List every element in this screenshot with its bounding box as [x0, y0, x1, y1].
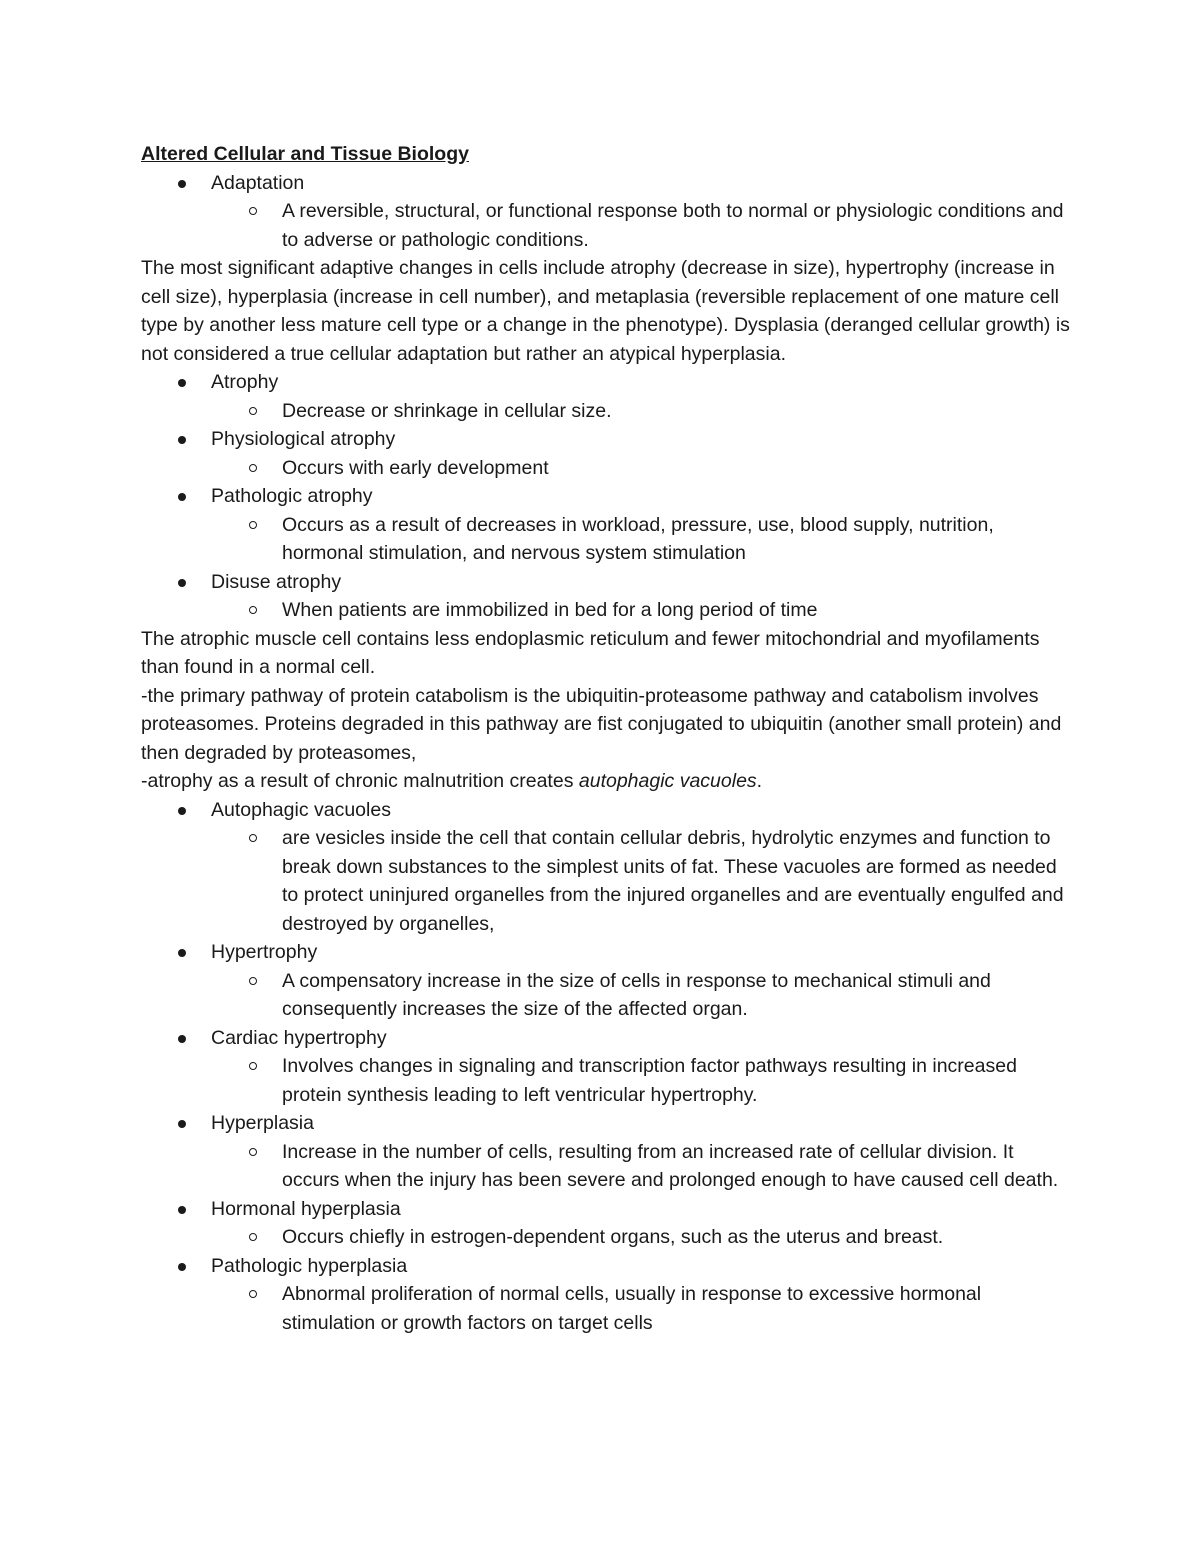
sub-bullet-item	[141, 197, 1071, 254]
bullet-item	[141, 482, 1071, 511]
bullet-text: Cardiac hypertrophy	[211, 1026, 387, 1049]
bullet-item	[141, 568, 1071, 597]
bullet-text: A reversible, structural, or functional response both to normal or physiologic conditions and to adverse or pathologic conditions.	[282, 200, 1064, 251]
paragraph: The atrophic muscle cell contains less endoplasmic reticulum and fewer mitochondrial and myofilaments than found in a normal cell.	[141, 627, 1040, 678]
paragraph-text-end: .	[756, 770, 763, 792]
filled-bullet-icon	[178, 807, 186, 815]
hollow-bullet-icon	[249, 834, 257, 842]
sub-bullet-item	[141, 397, 1071, 426]
bullet-text: Hypertrophy	[211, 941, 318, 963]
paragraph: The most significant adaptive changes in cells include atrophy (decrease in size), hypertrophy (increase in cell size), hyperplasia (increase in cell number), and metaplasia (reversible replacement of one mature cell type by another less mature cell type or a change in the phenotype). Dysplasia (deranged cellular growth) is not considered a true cellular adaptation but rather an atypical hyperplasia.	[141, 257, 1070, 365]
hollow-bullet-icon	[249, 1148, 257, 1156]
hollow-bullet-icon	[249, 977, 257, 985]
bullet-item	[141, 368, 1071, 397]
filled-bullet-icon	[178, 1035, 186, 1043]
paragraph	[141, 767, 1071, 796]
sub-bullet-item	[141, 1052, 1071, 1109]
bullet-item	[141, 169, 1071, 198]
bullet-item	[141, 938, 1071, 967]
filled-bullet-icon	[178, 436, 186, 444]
bullet-text: Autophagic vacuoles	[211, 798, 391, 821]
filled-bullet-icon	[178, 1263, 186, 1271]
hollow-bullet-icon	[249, 1062, 257, 1070]
paragraph-text: -atrophy as a result of chronic malnutrition creates	[141, 770, 579, 792]
sub-bullet-item	[141, 454, 1071, 483]
filled-bullet-icon	[178, 1206, 186, 1214]
bullet-text: Occurs chiefly in estrogen-dependent organs, such as the uterus and breast.	[282, 1226, 944, 1248]
filled-bullet-icon	[178, 493, 186, 501]
bullet-text: Increase in the number of cells, resulting from an increased rate of cellular division. It occurs when the injury has been severe and prolonged enough to have caused cell death.	[282, 1140, 1059, 1191]
sub-bullet-item	[141, 511, 1071, 568]
hollow-bullet-icon	[249, 606, 257, 614]
hollow-bullet-icon	[249, 1233, 257, 1241]
bullet-text: When patients are immobilized in bed for a long period of time	[282, 599, 818, 621]
hollow-bullet-icon	[249, 1290, 257, 1298]
bullet-item	[141, 1024, 1071, 1053]
document-body	[141, 169, 1071, 1338]
paragraph: -the primary pathway of protein catabolism is the ubiquitin-proteasome pathway and catabolism involves proteasomes. Proteins degraded in this pathway are fist conjugated to ubiquitin (another small protein) and then degraded by proteasomes,	[141, 684, 1062, 764]
bullet-item	[141, 1195, 1071, 1224]
sub-bullet-item	[141, 824, 1071, 938]
sub-bullet-item	[141, 1138, 1071, 1195]
bullet-text: Abnormal proliferation of normal cells, usually in response to excessive hormonal stimulation or growth factors on target cells	[282, 1283, 982, 1334]
bullet-item	[141, 796, 1071, 825]
filled-bullet-icon	[178, 379, 186, 387]
bullet-text: Adaptation	[211, 171, 305, 194]
bullet-text: Decrease or shrinkage in cellular size.	[282, 399, 612, 422]
hollow-bullet-icon	[249, 407, 257, 415]
bullet-text: Occurs with early development	[282, 456, 549, 479]
filled-bullet-icon	[178, 579, 186, 587]
bullet-text: are vesicles inside the cell that contain cellular debris, hydrolytic enzymes and function to break down substances to the simplest units of fat. These vacuoles are formed as needed to protect uninjured organelles from the injured organelles and are eventually engulfed and destroyed by organelles,	[282, 827, 1064, 935]
bullet-text: Atrophy	[211, 371, 279, 393]
hollow-bullet-icon	[249, 207, 257, 215]
sub-bullet-item	[141, 1223, 1071, 1252]
bullet-text: Hyperplasia	[211, 1112, 314, 1134]
emphasized-term: autophagic vacuoles	[578, 770, 757, 792]
sub-bullet-item	[141, 596, 1071, 625]
hollow-bullet-icon	[249, 521, 257, 529]
bullet-text: Occurs as a result of decreases in workload, pressure, use, blood supply, nutrition, hormonal stimulation, and nervous system stimulation	[282, 513, 994, 564]
bullet-text: Physiological atrophy	[211, 428, 396, 450]
bullet-item	[141, 425, 1071, 454]
filled-bullet-icon	[178, 1120, 186, 1128]
sub-bullet-item	[141, 1280, 1071, 1337]
filled-bullet-icon	[178, 949, 186, 957]
sub-bullet-item	[141, 967, 1071, 1024]
bullet-item	[141, 1252, 1071, 1281]
document-page	[141, 140, 1071, 1337]
filled-bullet-icon	[178, 180, 186, 188]
bullet-text: Pathologic hyperplasia	[211, 1254, 408, 1277]
bullet-text: Pathologic atrophy	[211, 485, 373, 507]
bullet-text: Hormonal hyperplasia	[211, 1197, 401, 1220]
bullet-item	[141, 1109, 1071, 1138]
hollow-bullet-icon	[249, 464, 257, 472]
bullet-text: Disuse atrophy	[211, 570, 342, 593]
document-title: Altered Cellular and Tissue Biology	[141, 143, 469, 165]
bullet-text: Involves changes in signaling and transcription factor pathways resulting in increased protein synthesis leading to left ventricular hypertrophy.	[282, 1055, 1017, 1106]
bullet-text: A compensatory increase in the size of cells in response to mechanical stimuli and consequently increases the size of the affected organ.	[282, 969, 991, 1020]
